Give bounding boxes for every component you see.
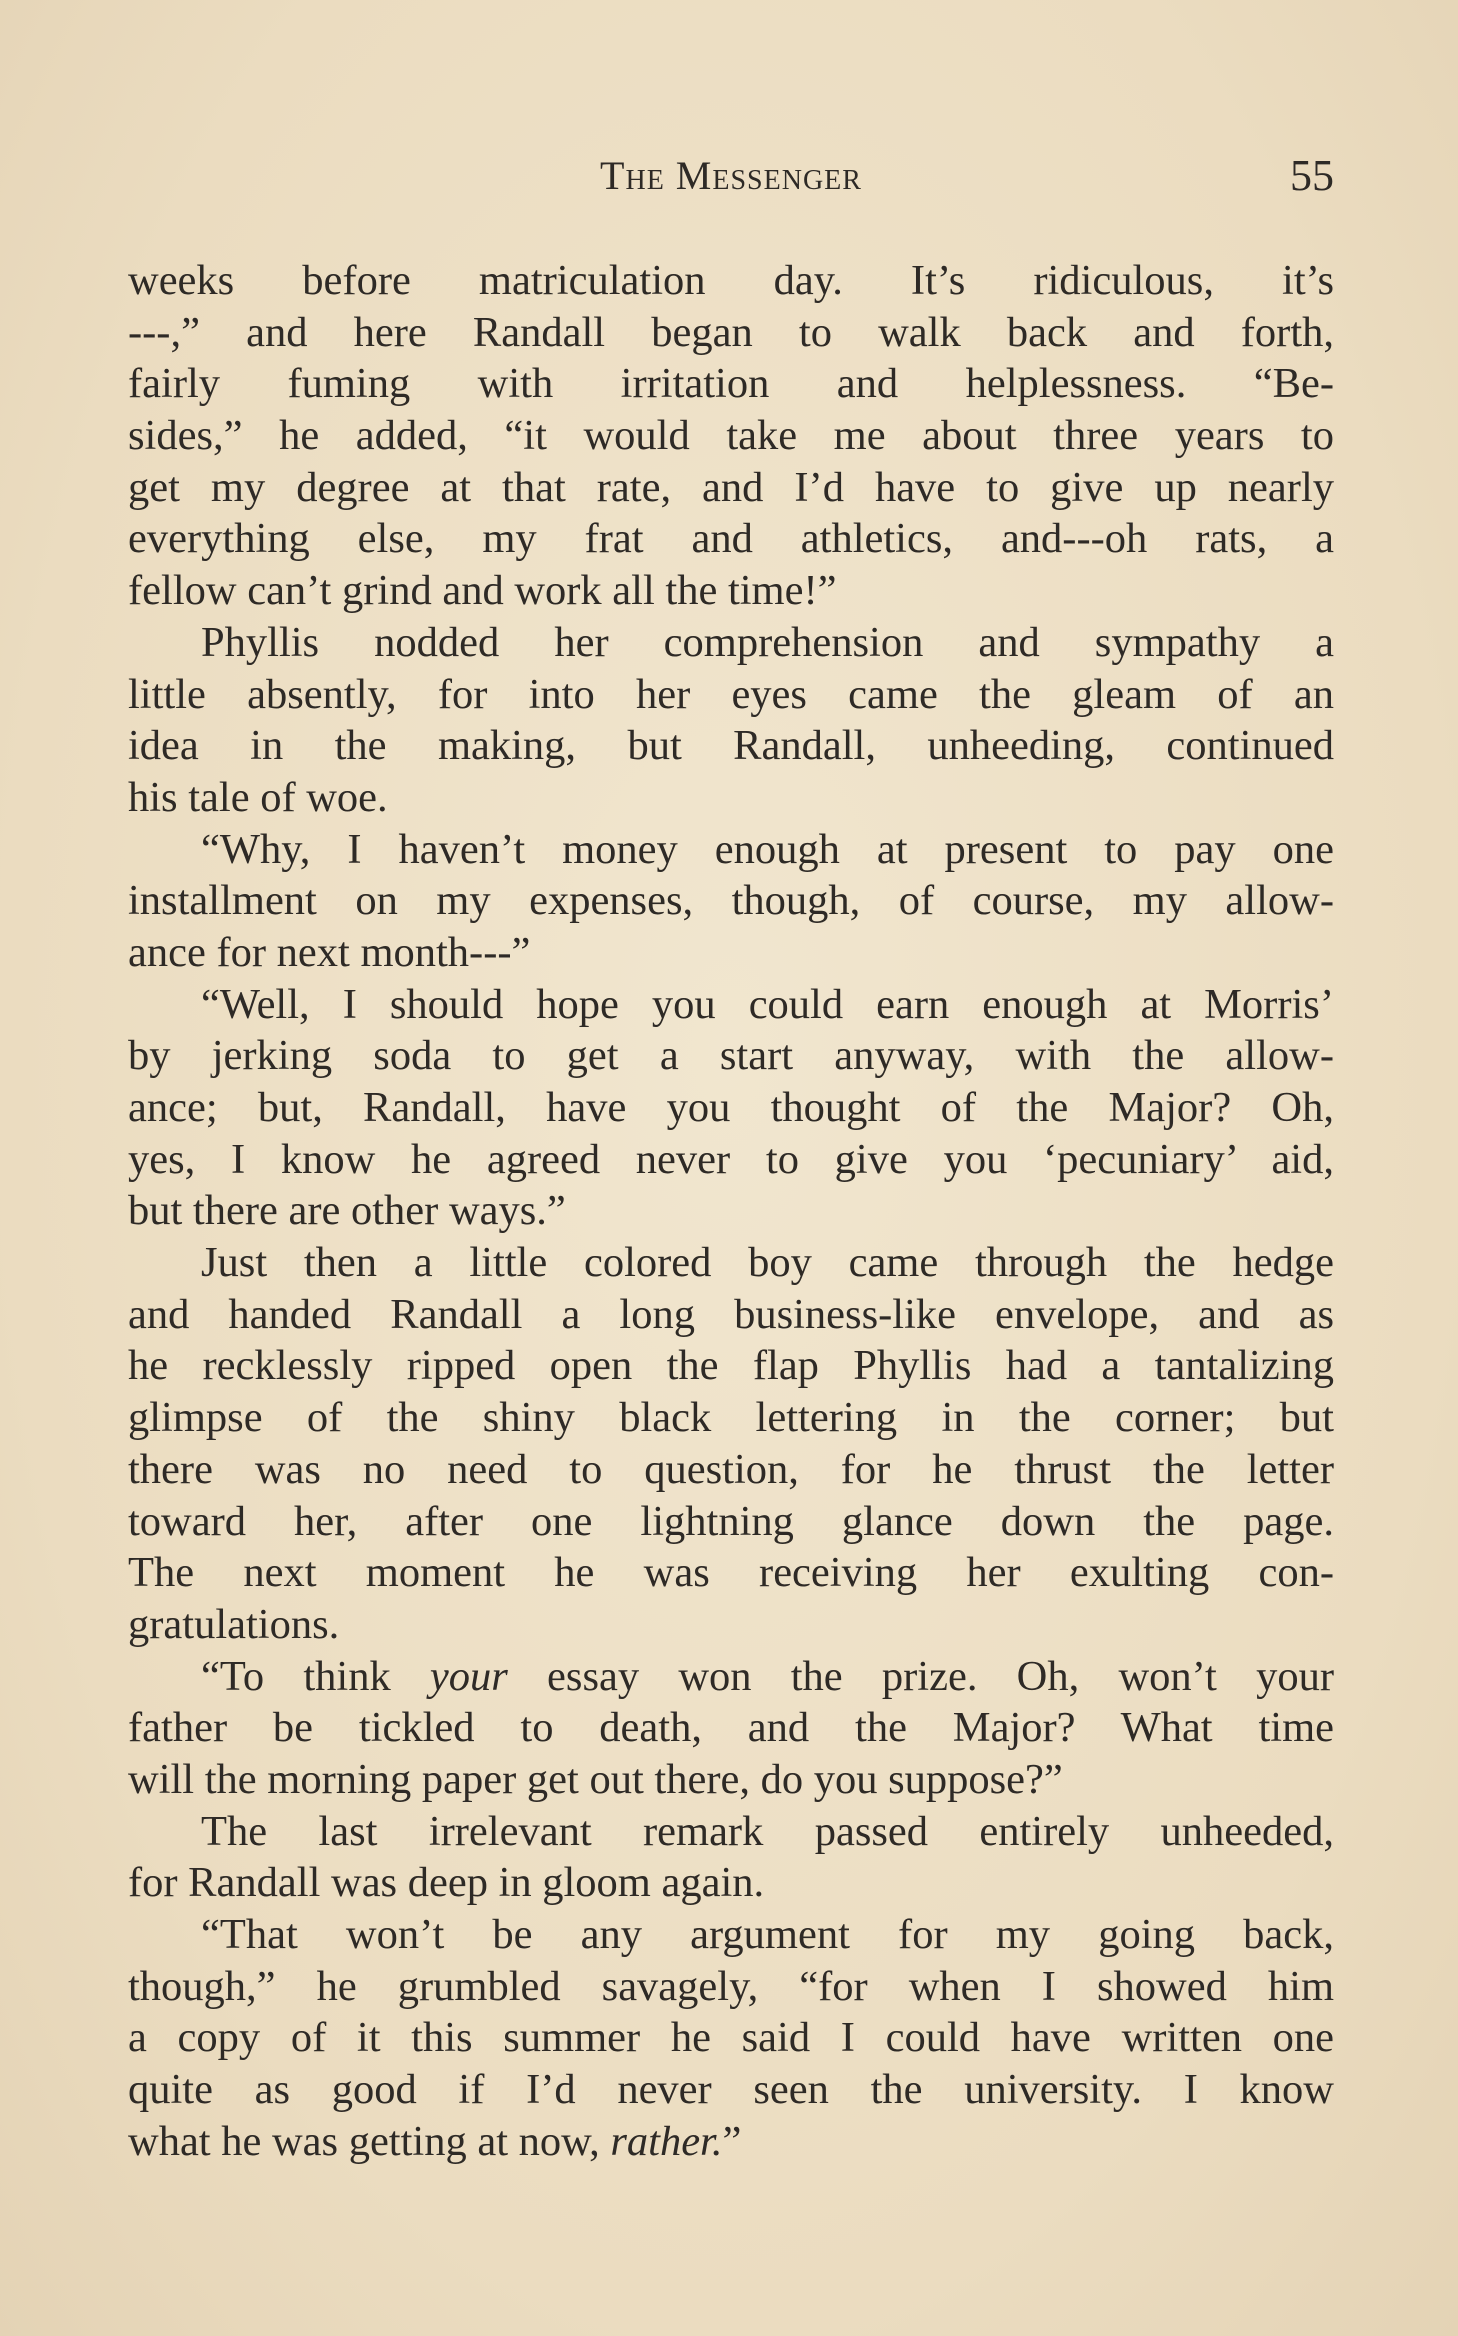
text-line-content: will the morning paper get out there, do you suppose?” — [128, 1755, 1063, 1803]
text-line — [128, 255, 1334, 307]
text-line — [128, 410, 1334, 462]
text-line — [128, 1961, 1334, 2013]
text-line — [128, 462, 1334, 514]
text-line — [128, 875, 1334, 927]
text-line — [128, 358, 1334, 410]
text-line — [128, 1702, 1334, 1754]
text-line-content: but there are other ways.” — [128, 1187, 566, 1235]
text-line-content: fellow can’t grind and work all the time!” — [128, 567, 837, 615]
text-line-content: idea in the making, but Randall, unheeding, continued — [128, 722, 1334, 770]
text-line — [128, 1547, 1334, 1599]
text-line-content: “To think — [201, 1652, 430, 1700]
text-line-content: little absently, for into her eyes came the gleam of an — [128, 670, 1334, 718]
text-line-content: The next moment he was receiving her exulting con- — [128, 1549, 1334, 1597]
page-number: 55 — [1290, 151, 1334, 200]
text-line — [128, 1030, 1334, 1082]
text-line — [128, 927, 1334, 979]
text-line-content: gratulations. — [128, 1600, 340, 1648]
text-line-content: toward her, after one lightning glance down the page. — [128, 1497, 1334, 1545]
text-line-tail: essay won the prize. Oh, won’t your — [507, 1652, 1334, 1700]
text-line-content: get my degree at that rate, and I’d have to give up nearly — [128, 463, 1334, 511]
text-line — [128, 1754, 1334, 1806]
text-line-content: Just then a little colored boy came through the hedge — [201, 1239, 1334, 1287]
text-line — [128, 2116, 1334, 2168]
text-line-content: by jerking soda to get a start anyway, with the allow- — [128, 1032, 1334, 1080]
text-line — [128, 824, 1334, 876]
text-line — [128, 1185, 1334, 1237]
text-line — [128, 1082, 1334, 1134]
text-line-content: The last irrelevant remark passed entirely unheeded, — [201, 1807, 1334, 1855]
text-line-tail: ” — [722, 2117, 742, 2165]
text-line — [128, 307, 1334, 359]
text-line — [128, 1806, 1334, 1858]
text-line-content: glimpse of the shiny black lettering in the corner; but — [128, 1394, 1334, 1442]
text-line-content: his tale of woe. — [128, 773, 388, 821]
text-line — [128, 513, 1334, 565]
italic-word: your — [429, 1652, 508, 1700]
text-line-content: and handed Randall a long business-like envelope, and as — [128, 1290, 1334, 1338]
text-line — [128, 2012, 1334, 2064]
text-line — [128, 1651, 1334, 1703]
text-line-content: fairly fuming with irritation and helplessness. “Be- — [128, 360, 1334, 408]
text-line-content: “Well, I should hope you could earn enough at Morris’ — [201, 980, 1334, 1028]
text-line-content: ---,” and here Randall began to walk back and forth, — [128, 308, 1334, 356]
text-line-content: what he was getting at now, — [128, 2117, 611, 2165]
text-line-content: sides,” he added, “it would take me about three years to — [128, 412, 1334, 460]
text-line — [128, 1496, 1334, 1548]
text-line-content: installment on my expenses, though, of course, my allow- — [128, 877, 1334, 925]
text-line — [128, 1340, 1334, 1392]
text-line — [128, 772, 1334, 824]
text-line-content: weeks before matriculation day. It’s ridiculous, it’s — [128, 257, 1334, 304]
text-line-content: for Randall was deep in gloom again. — [128, 1859, 765, 1907]
running-head-title: The Messenger — [600, 153, 862, 198]
text-line — [128, 1599, 1334, 1651]
running-head — [128, 148, 1334, 204]
italic-word: rather. — [610, 2117, 723, 2165]
text-line — [128, 1237, 1334, 1289]
body-text — [128, 255, 1334, 2167]
text-line — [128, 617, 1334, 669]
text-line-content: he recklessly ripped open the flap Phyllis had a tantalizing — [128, 1342, 1334, 1390]
text-line-content: ance for next month---” — [128, 928, 531, 976]
text-line-content: Phyllis nodded her comprehension and sympathy a — [201, 618, 1334, 666]
text-line — [128, 1289, 1334, 1341]
text-line-content: yes, I know he agreed never to give you ‘pecuniary’ aid, — [128, 1135, 1334, 1183]
text-line — [128, 2064, 1334, 2116]
text-line — [128, 1857, 1334, 1909]
text-line-content: quite as good if I’d never seen the university. I know — [128, 2066, 1334, 2114]
text-line-content: though,” he grumbled savagely, “for when I showed him — [128, 1962, 1334, 2010]
text-line-content: “Why, I haven’t money enough at present to pay one — [201, 825, 1334, 873]
text-line — [128, 979, 1334, 1031]
text-line-content: everything else, my frat and athletics, and---oh rats, a — [128, 515, 1334, 563]
text-line-content: ance; but, Randall, have you thought of the Major? Oh, — [128, 1084, 1334, 1131]
text-line-content: a copy of it this summer he said I could have written one — [128, 2014, 1334, 2062]
text-line — [128, 1134, 1334, 1186]
text-line — [128, 1444, 1334, 1496]
text-line — [128, 720, 1334, 772]
text-line-content: father be tickled to death, and the Major? What time — [128, 1704, 1334, 1752]
text-line — [128, 565, 1334, 617]
text-line — [128, 1909, 1334, 1961]
text-line-content: there was no need to question, for he thrust the letter — [128, 1445, 1334, 1493]
text-line — [128, 1392, 1334, 1444]
text-line-content: “That won’t be any argument for my going back, — [201, 1911, 1334, 1958]
text-line — [128, 669, 1334, 721]
